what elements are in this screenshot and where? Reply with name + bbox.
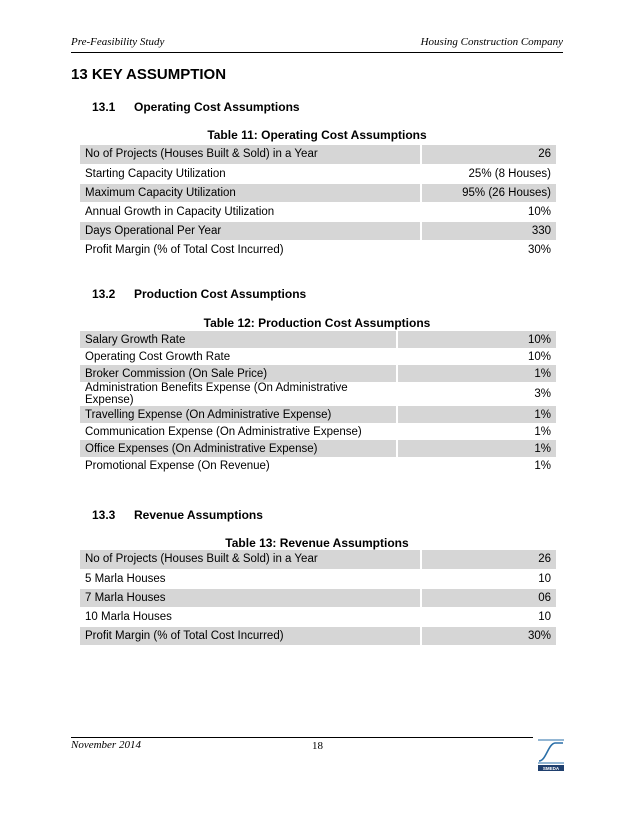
table-row xyxy=(80,331,556,348)
row-label: Office Expenses (On Administrative Expense) xyxy=(80,440,397,457)
row-label: 7 Marla Houses xyxy=(80,588,421,607)
table-row xyxy=(80,626,556,645)
table-row xyxy=(80,607,556,626)
header-company-name: Housing Construction Company xyxy=(420,36,563,48)
table-row xyxy=(80,406,556,423)
row-label: No of Projects (Houses Built & Sold) in a Year xyxy=(80,145,421,164)
row-label: Salary Growth Rate xyxy=(80,331,397,348)
smeda-logo-icon xyxy=(537,736,565,772)
row-label: Travelling Expense (On Administrative Expense) xyxy=(80,406,397,423)
row-value: 3% xyxy=(534,388,551,400)
table-row xyxy=(80,457,556,474)
row-label: 5 Marla Houses xyxy=(80,569,421,588)
subsection-13-2-heading xyxy=(92,287,306,301)
row-label: No of Projects (Houses Built & Sold) in a Year xyxy=(80,550,421,569)
subsection-title: Production Cost Assumptions xyxy=(134,287,307,301)
row-label: Communication Expense (On Administrative Expense) xyxy=(80,423,397,440)
subsection-number: 13.3 xyxy=(92,508,116,522)
table-row xyxy=(80,202,556,221)
row-label: Promotional Expense (On Revenue) xyxy=(80,457,397,474)
row-label: 10 Marla Houses xyxy=(80,607,421,626)
table-row xyxy=(80,423,556,440)
table-11 xyxy=(80,145,556,260)
row-value: 1% xyxy=(397,365,556,382)
table-row xyxy=(80,164,556,183)
table-row xyxy=(80,550,556,569)
row-value: 10% xyxy=(397,331,556,348)
row-label: Starting Capacity Utilization xyxy=(80,164,421,183)
row-value: 95% (26 Houses) xyxy=(421,183,556,202)
header-study-title: Pre-Feasibility Study xyxy=(71,36,165,48)
table-row xyxy=(80,240,556,259)
table-row xyxy=(80,145,556,164)
subsection-title: Revenue Assumptions xyxy=(134,508,263,522)
row-label: Operating Cost Growth Rate xyxy=(80,348,397,365)
logo-text: SMEDA xyxy=(542,765,560,771)
table-row xyxy=(80,440,556,457)
subsection-title: Operating Cost Assumptions xyxy=(134,100,300,114)
table-row xyxy=(80,569,556,588)
subsection-number: 13.1 xyxy=(92,100,116,114)
subsection-13-1-heading xyxy=(92,100,300,114)
row-value: 26 xyxy=(421,145,556,164)
section-title: 13 KEY ASSUMPTION xyxy=(71,66,227,83)
subsection-13-3-heading xyxy=(92,508,263,522)
row-label: Profit Margin (% of Total Cost Incurred) xyxy=(80,240,421,259)
row-value: 30% xyxy=(421,626,556,645)
table-12 xyxy=(80,331,556,474)
table-13-caption: Table 13: Revenue Assumptions xyxy=(225,536,409,550)
table-row xyxy=(80,382,556,406)
row-label: Days Operational Per Year xyxy=(80,221,421,240)
row-value: 26 xyxy=(421,550,556,569)
row-label: Administration Benefits Expense (On Administrative Expense) xyxy=(80,382,397,406)
page-number: 18 xyxy=(312,740,323,752)
table-row xyxy=(80,183,556,202)
row-value: 30% xyxy=(421,240,556,259)
table-row xyxy=(80,588,556,607)
row-value: 1% xyxy=(534,425,551,438)
table-12-caption: Table 12: Production Cost Assumptions xyxy=(203,316,431,330)
table-row xyxy=(80,221,556,240)
footer-date: November 2014 xyxy=(71,739,141,751)
row-value: 1% xyxy=(397,440,556,457)
table-row xyxy=(80,348,556,365)
row-value: 06 xyxy=(421,588,556,607)
row-value: 1% xyxy=(397,406,556,423)
footer-rule xyxy=(71,737,533,738)
row-value: 10% xyxy=(421,202,556,221)
table-11-caption: Table 11: Operating Cost Assumptions xyxy=(207,128,427,142)
row-value: 330 xyxy=(421,221,556,240)
page-header xyxy=(71,36,563,53)
row-value: 25% (8 Houses) xyxy=(421,164,556,183)
subsection-number: 13.2 xyxy=(92,287,116,301)
table-13 xyxy=(80,550,556,646)
row-value: 10 xyxy=(421,569,556,588)
table-row xyxy=(80,365,556,382)
row-label: Maximum Capacity Utilization xyxy=(80,183,421,202)
row-label: Profit Margin (% of Total Cost Incurred) xyxy=(80,626,421,645)
row-value: 10% xyxy=(527,350,551,363)
row-value: 10 xyxy=(421,607,556,626)
row-label: Annual Growth in Capacity Utilization xyxy=(80,202,421,221)
row-value: 1% xyxy=(534,459,551,472)
row-label: Broker Commission (On Sale Price) xyxy=(80,365,397,382)
